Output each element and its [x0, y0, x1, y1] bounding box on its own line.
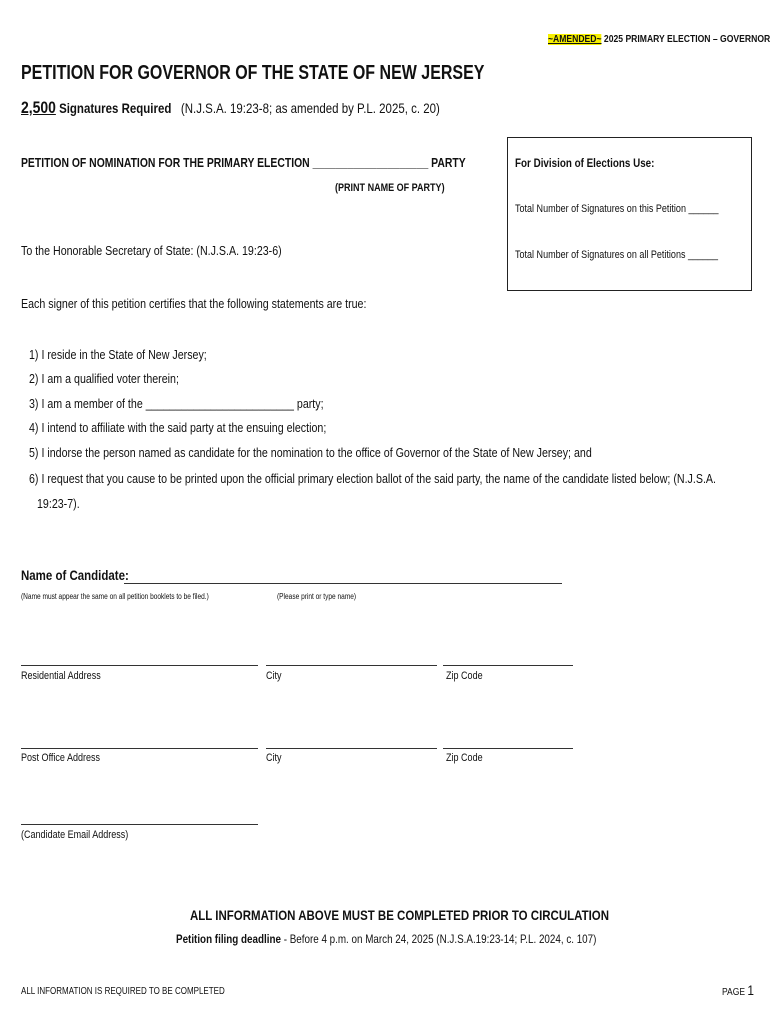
page-number-value: 1	[747, 982, 754, 998]
statement-item: 1) I reside in the State of New Jersey;	[29, 347, 207, 362]
page-title: PETITION FOR GOVERNOR OF THE STATE OF NEW JERSEY	[21, 62, 485, 84]
candidate-name-note: (Name must appear the same on all petition booklets to be filed.)	[21, 592, 209, 601]
division-box-title: For Division of Elections Use:	[515, 156, 655, 170]
election-header-text: 2025 PRIMARY ELECTION – GOVERNOR	[601, 34, 770, 45]
total-all-petitions: Total Number of Signatures on all Petitions ______	[515, 249, 719, 261]
party-caption: (PRINT NAME OF PARTY)	[335, 182, 445, 194]
signatures-required	[21, 98, 440, 118]
po-city-line[interactable]	[266, 748, 437, 749]
po-address-line[interactable]	[21, 748, 258, 749]
signature-count: 2,500	[21, 98, 56, 117]
page-label: PAGE	[722, 987, 748, 998]
candidate-email-label: (Candidate Email Address)	[21, 829, 129, 841]
residential-city-label: City	[266, 670, 282, 682]
statement-item: 4) I intend to affiliate with the said party at the ensuing election;	[29, 420, 327, 435]
nomination-line: PETITION OF NOMINATION FOR THE PRIMARY ELECTION ____________________ PARTY	[21, 155, 466, 170]
residential-address-line[interactable]	[21, 665, 258, 666]
secretary-address: To the Honorable Secretary of State: (N.J.S.A. 19:23-6)	[21, 243, 282, 258]
po-city-label: City	[266, 752, 282, 764]
statement-item: 2) I am a qualified voter therein;	[29, 371, 179, 386]
residential-city-line[interactable]	[266, 665, 437, 666]
po-zip-line[interactable]	[443, 748, 573, 749]
statement-item: 3) I am a member of the _________________________ party;	[29, 396, 324, 411]
statement-item: 5) I indorse the person named as candidate for the nomination to the office of Governor of the State of New Jersey; and	[29, 445, 592, 460]
po-zip-label: Zip Code	[446, 752, 483, 764]
print-name-note: (Please print or type name)	[277, 592, 357, 601]
statement-item: 6) I request that you cause to be printed upon the official primary election ballot of the said party, the name of the candidate listed below; (N.J.S.A.	[29, 471, 716, 486]
required-notice: ALL INFORMATION IS REQUIRED TO BE COMPLETED	[21, 986, 225, 997]
signature-citation: (N.J.S.A. 19:23-8; as amended by P.L. 2025, c. 20)	[180, 100, 440, 116]
filing-deadline-text: - Before 4 p.m. on March 24, 2025 (N.J.S.A.19:23-14; P.L. 2024, c. 107)	[280, 932, 597, 946]
residential-zip-line[interactable]	[443, 665, 573, 666]
certify-text: Each signer of this petition certifies that the following statements are true:	[21, 296, 367, 311]
statement-continuation: 19:23-7).	[37, 496, 80, 511]
signature-label: Signatures Required	[55, 100, 172, 116]
candidate-name-label: Name of Candidate:	[21, 567, 129, 583]
candidate-name-line[interactable]	[124, 583, 562, 584]
filing-deadline	[176, 932, 596, 946]
filing-deadline-label: Petition filing deadline	[176, 932, 281, 946]
residential-address-label: Residential Address	[21, 670, 101, 682]
candidate-email-line[interactable]	[21, 824, 258, 825]
residential-zip-label: Zip Code	[446, 670, 483, 682]
amended-tag: ~AMENDED~	[548, 34, 602, 45]
circulation-notice: ALL INFORMATION ABOVE MUST BE COMPLETED PRIOR TO CIRCULATION	[190, 907, 610, 923]
page-number	[722, 982, 754, 998]
total-this-petition: Total Number of Signatures on this Petition ______	[515, 203, 719, 215]
election-header	[548, 34, 770, 45]
po-address-label: Post Office Address	[21, 752, 101, 764]
